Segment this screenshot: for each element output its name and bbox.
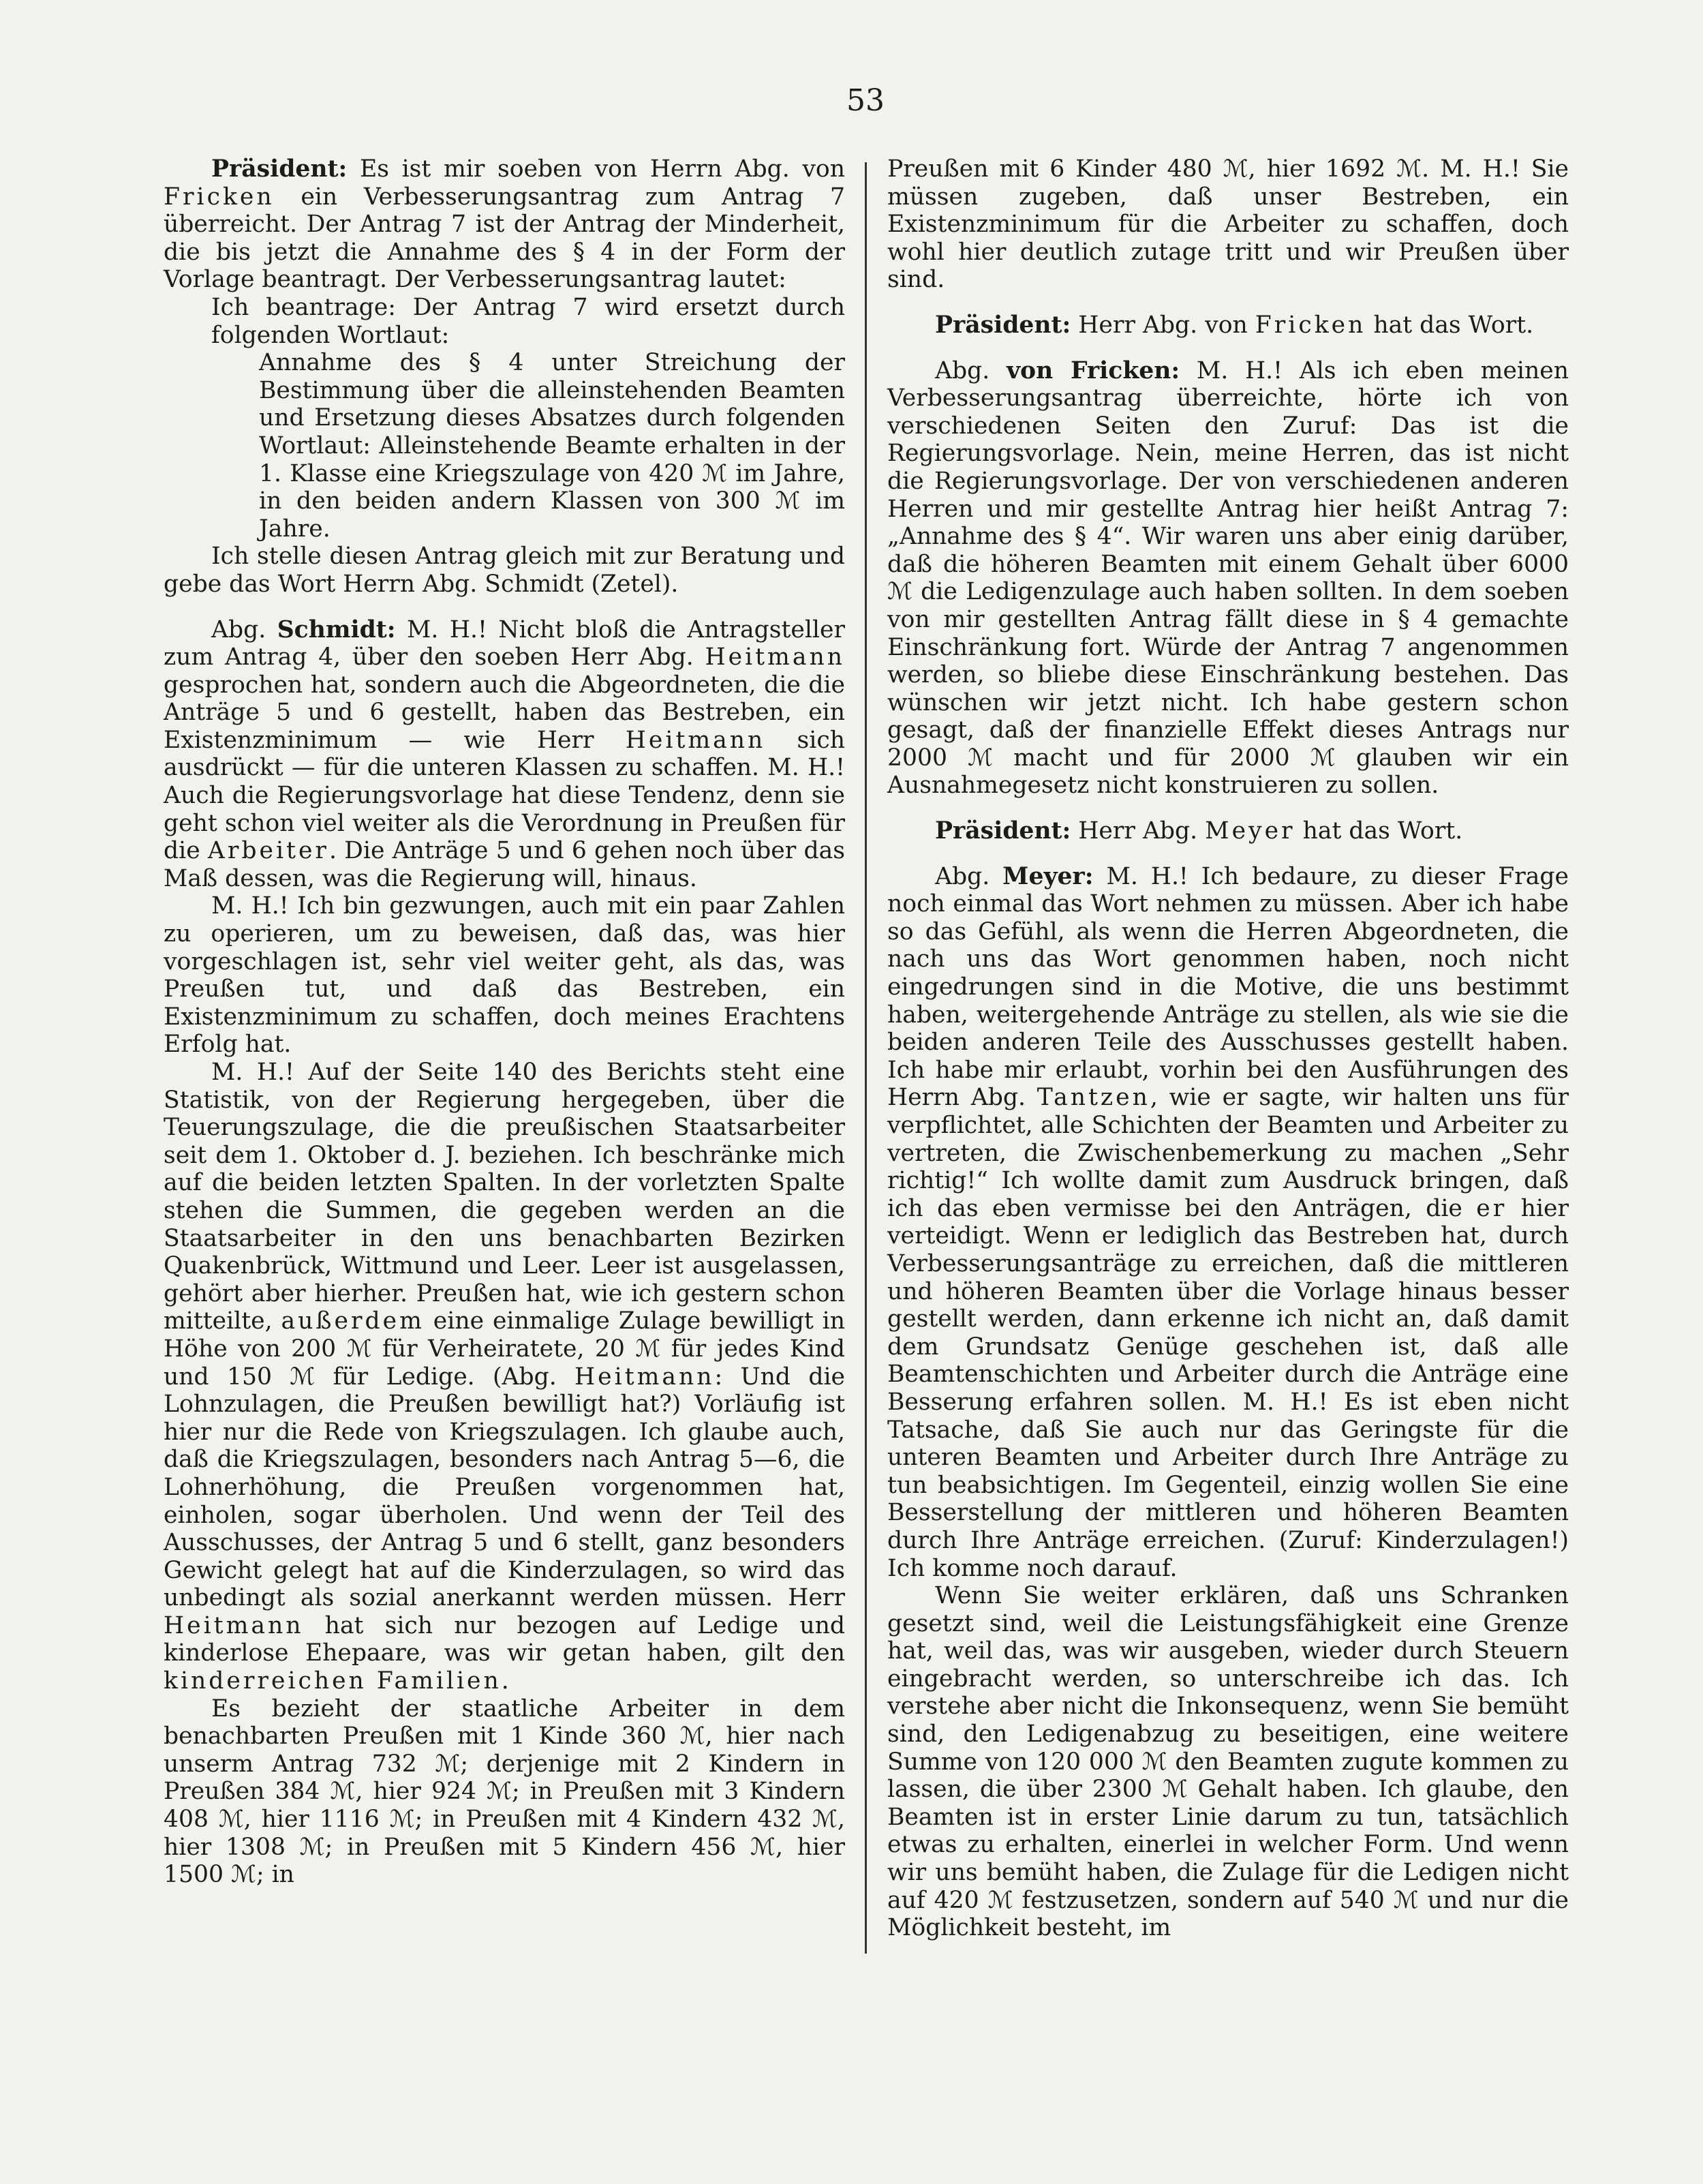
name-fricken: Fricken — [1255, 311, 1366, 339]
speaker-president: Präsident: — [935, 311, 1071, 339]
body-text: M. H.! Auf der Seite 140 des Berichts steht eine Statistik, von der Regierung hergegeben, über die Teuerungszulage, die die preußischen Staatsarbeiter seit dem 1. Oktober d. J. beziehen. Ich beschränke mich auf die beiden letzten Spalten. In der vorletzten Spalte stehen die Summen, die gegeben werden an die Staatsarbeiter in den uns benachbarten Bezirken Quakenbrück, Wittmund und Leer. Leer ist ausgelassen, gehört aber hierher. Preußen hat, wie ich gestern schon mitteilte, — [164, 1059, 845, 1335]
body-text: Herr Abg. — [1071, 817, 1206, 845]
emphasis-kinderreich: kinderreichen Familien — [164, 1667, 502, 1695]
body-text: . Die Anträge 5 und 6 gehen noch über das Maß dessen, was die Regierung will, hinaus. — [164, 837, 845, 892]
body-text: M. H.! Als ich eben meinen Verbesserungsantrag überreichte, hörte ich von verschiedenen Seiten den Zuruf: Das ist die Regierungsvorlage. Nein, meine Herren, das ist nicht die Regierungsvorlage. Der von verschiedenen anderen Herren und mir gestellte Antrag hier heißt Antrag 7: „Annahme des § 4“. Wir waren uns aber einig darüber, daß die höheren Beamten mit einem Gehalt über 6000 ℳ die Ledigenzulage auch haben sollten. In dem soeben von mir gestellten Antrag fällt diese in § 4 gemachte Einschränkung fort. Würde der Antrag 7 angenommen werden, so bliebe diese Einschränkung bestehen. Das wünschen wir jetzt nicht. Ich habe gestern schon gesagt, daß der finanzielle Effekt dieses Antrags nur 2000 ℳ macht und für 2000 ℳ glauben wir ein Ausnahmegesetz nicht konstruieren zu sollen. — [887, 357, 1569, 800]
name-heitmann: Heitmann — [625, 726, 766, 754]
name-tantzen: Tantzen — [1037, 1084, 1150, 1112]
body-text: hat das Wort. — [1366, 311, 1534, 339]
name-meyer: Meyer — [1205, 817, 1295, 845]
body-text: gesprochen hat, sondern auch die Abgeordneten, die die Anträge 5 und 6 gestellt, haben das Bestreben, ein Existenzminimum — wie Herr — [164, 671, 845, 754]
body-text: : Und die Lohnzulagen, die Preußen bewilligt hat?) Vorläufig ist hier nur die Rede von Kriegszulagen. Ich glaube auch, daß die Kriegszulagen, besonders nach Antrag 5—6, die Lohnerhöhung, die Preußen vorgenommen hat, einholen, sogar überholen. Und wenn der Teil des Ausschusses, der Antrag 5 und 6 stellt, ganz besonders Gewicht gelegt hat auf die Kinderzulagen, so wird das unbedingt als sozial anerkannt werden müssen. Herr — [164, 1363, 845, 1612]
paragraph-schmidt-3 — [164, 1059, 845, 1695]
speaker-president: Präsident: — [211, 155, 348, 183]
column-divider — [865, 162, 867, 1954]
speaker-prefix: Abg. — [935, 357, 1007, 384]
motion-body: Annahme des § 4 unter Streichung der Bestimmung über die alleinstehenden Beamten und Ersetzung dieses Absatzes durch folgenden Wortlaut: Alleinstehende Beamte erhalten in der 1. Klasse eine Kriegszulage von 420 ℳ im Jahre, in den beiden andern Klassen von 300 ℳ im Jahre. — [259, 349, 845, 543]
page-number: 53 — [846, 83, 885, 118]
body-text: hat sich nur bezogen auf Ledige und kinderlose Ehepaare, was wir getan haben, gilt den — [164, 1611, 845, 1667]
body-text: hat das Wort. — [1295, 817, 1463, 845]
paragraph-meyer-1 — [887, 863, 1569, 1582]
body-text: . — [501, 1667, 509, 1695]
paragraph-president-3 — [887, 817, 1569, 845]
paragraph-president-close: Ich stelle diesen Antrag gleich mit zur Beratung und gebe das Wort Herrn Abg. Schmidt (Zetel). — [164, 543, 845, 598]
speaker-fricken: von Fricken: — [1006, 357, 1180, 384]
paragraph-meyer-2: Wenn Sie weiter erklären, daß uns Schranken gesetzt sind, weil die Leistungsfähigkeit eine Grenze hat, weil das, was wir ausgeben, wieder durch Steuern eingebracht werden, so unterschreibe ich das. Ich verstehe aber nicht die Inkonsequenz, wenn Sie bemüht sind, den Ledigenabzug zu beseitigen, eine weitere Summe von 120 000 ℳ den Beamten zugute kommen zu lassen, die über 2300 ℳ Gehalt haben. Ich glaube, den Beamten ist in erster Linie darum zu tun, tatsächlich etwas zu erhalten, einerlei in welcher Form. Und wenn wir uns bemüht haben, die Zulage für die Ledigen nicht auf 420 ℳ festzusetzen, sondern auf 540 ℳ und nur die Möglichkeit besteht, im — [887, 1582, 1569, 1942]
speaker-president: Präsident: — [935, 817, 1071, 845]
speaker-prefix: Abg. — [935, 862, 1003, 890]
emphasis-ausserdem: außerdem — [281, 1307, 425, 1335]
paragraph-fricken — [887, 357, 1569, 800]
name-heitmann: Heitmann — [705, 643, 845, 671]
body-text: M. H.! Ich bedaure, zu dieser Frage noch einmal das Wort nehmen zu müssen. Aber ich habe so das Gefühl, als wenn die Herren Abgeordneten, die nach uns das Wort genommen haben, noch nicht eingedrungen sind in die Motive, die uns bestimmt haben, weitergehende Anträge zu stellen, als wie sie die beiden anderen Teile des Ausschusses gestellt haben. Ich habe mir erlaubt, vorhin bei den Ausführungen des Herrn Abg. — [887, 862, 1569, 1112]
body-text: eine einmalige Zulage bewilligt in Höhe von 200 ℳ für Verheiratete, 20 ℳ für jedes Kind und 150 ℳ für Ledige. (Abg. — [164, 1307, 846, 1391]
paragraph-schmidt-1 — [164, 616, 845, 893]
paragraph-president-2 — [887, 312, 1569, 339]
body-text: M. H.! Nicht bloß die Antragsteller zum Antrag 4, über den soeben Herr Abg. — [164, 616, 845, 671]
paragraph-schmidt-2: M. H.! Ich bin gezwungen, auch mit ein paar Zahlen zu operieren, um zu beweisen, daß das, was hier vorgeschlagen ist, sehr viel weiter geht, als das, was Preußen tut, und daß das Bestreben, ein Existenzminimum zu schaffen, doch meines Erachtens Erfolg hat. — [164, 892, 845, 1059]
motion-intro: Ich beantrage: Der Antrag 7 wird ersetzt durch folgenden Wortlaut: — [211, 293, 845, 349]
name-fricken: Fricken — [164, 183, 275, 211]
paragraph-schmidt-4: Es bezieht der staatliche Arbeiter in dem benachbarten Preußen mit 1 Kinde 360 ℳ, hier nach unserm Antrag 732 ℳ; derjenige mit 2 Kindern in Preußen 384 ℳ, hier 924 ℳ; in Preußen mit 3 Kindern 408 ℳ, hier 1116 ℳ; in Preußen mit 4 Kindern 432 ℳ, hier 1308 ℳ; in Preußen mit 5 Kindern 456 ℳ, hier 1500 ℳ; in — [164, 1695, 845, 1889]
speaker-prefix: Abg. — [211, 616, 277, 643]
paragraph-president-motion — [164, 155, 845, 294]
paragraph-schmidt-continued: Preußen mit 6 Kinder 480 ℳ, hier 1692 ℳ. M. H.! Sie müssen zugeben, daß unser Bestreben, ein Existenzminimum für die Arbeiter zu schaffen, doch wohl hier deutlich zutage tritt und wir Preußen über sind. — [887, 155, 1569, 294]
body-text: Herr Abg. von — [1071, 311, 1255, 339]
body-text: , wie er sagte, wir halten uns für verpflichtet, alle Schichten der Beamten und Arbeiter zu vertreten, die Zwischenbemerkung zu machen „Sehr richtig!“ Ich wollte damit zum Ausdruck bringen, daß ich das eben vermisse bei den Anträgen, die — [887, 1084, 1569, 1222]
body-text: hier verteidigt. Wenn er lediglich das Bestreben hat, durch Verbesserungsanträge zu erreichen, daß die mittleren und höheren Beamten über die Vorlage hinaus besser gestellt werden, dann erkenne ich nicht an, daß damit dem Grundsatz Genüge geschehen ist, daß alle Beamtenschichten und Arbeiter durch die Anträge eine Besserung erfahren sollen. M. H.! Es ist eben nicht Tatsache, daß Sie auch nur das Geringste für die unteren Beamten und Arbeiter durch Ihre Anträge zu tun beabsichtigen. Im Gegenteil, einzig wollen Sie eine Besserstellung der mittleren und höheren Beamten durch Ihre Anträge erreichen. (Zuruf: Kinderzulagen!) Ich komme noch darauf. — [887, 1194, 1569, 1582]
emphasis-er: er — [1476, 1194, 1507, 1222]
speaker-schmidt: Schmidt: — [277, 616, 396, 643]
name-heitmann: Heitmann — [164, 1611, 304, 1639]
body-text: sich ausdrückt — für die unteren Klassen zu schaffen. M. H.! Auch die Regierungsvorlage hat diese Tendenz, denn sie geht schon viel weiter als die Verordnung in Preußen für die — [164, 726, 845, 865]
speaker-meyer: Meyer: — [1002, 862, 1094, 890]
body-text: ein Verbesserungsantrag zum Antrag 7 überreicht. Der Antrag 7 ist der Antrag der Minderheit, die bis jetzt die Annahme des § 4 in der Form der Vorlage beantragt. Der Verbesserungsantrag lautet: — [164, 183, 845, 294]
left-column — [164, 155, 845, 1889]
body-text: Es ist mir soeben von Herrn Abg. von — [359, 155, 845, 183]
emphasis-arbeiter: Arbeiter — [207, 837, 329, 865]
right-column — [887, 155, 1569, 1942]
name-heitmann: Heitmann — [574, 1363, 715, 1391]
